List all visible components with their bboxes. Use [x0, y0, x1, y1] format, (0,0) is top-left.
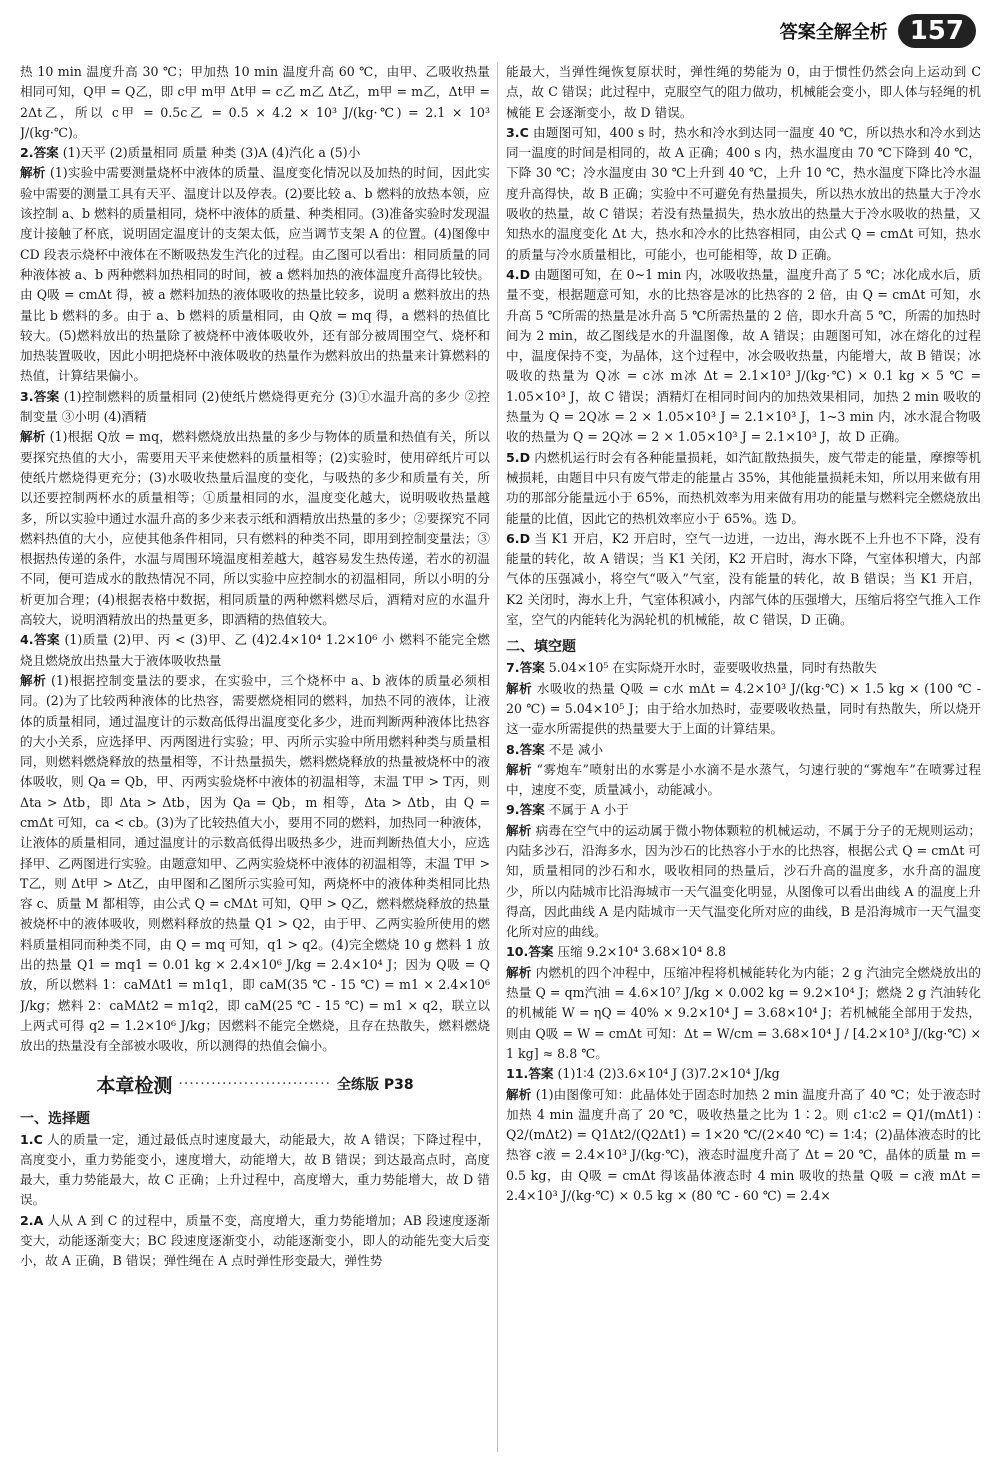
fill-9-analysis: 解析 病毒在空气中的运动属于微小物体颗粒的机械运动，不属于分子的无规则运动；内陆多沙石，沿海多水，因为沙石的比热容小于水的比热容，根据公式 Q = cmΔt 可知，质量相同的沙石和水，吸收相同的热量后，沙石升高的温度多，水升高的温度少，所以内陆城市比沿海城市一天气温变化明显，从图像可以看出曲线 A 的温度上升得高，因此曲线 A 是内陆城市一天气温变化所对应的曲线，B 是沿海城市一天气温变化所对应的曲线。 — [506, 822, 981, 940]
fill-11-answer: 11.答案 (1)1∶4 (2)3.6×10⁴ J (3)7.2×10⁴ J/kg — [506, 1066, 780, 1082]
fill-10-answer: 10.答案 压缩 9.2×10⁴ 3.68×10⁴ 8.8 — [506, 944, 727, 960]
fill-11-analysis: 解析 (1)由图像可知：此晶体处于固态时加热 2 min 温度升高了 40 ℃；处于液态时加热 4 min 温度升高了 20 ℃，吸收热量之比为 1∶2。则 c1∶c2 = Q1/(mΔt1) ∶ Q2/(mΔt2) = Q1Δt2/(Q2Δt1) = 1×20 ℃/(2×40 ℃) = 1∶4；(2)晶体液态时的比热容 c液 = 2.4×10³ J/(kg·℃)，液态时温度升高了 Δt = 20 ℃，晶体的质量 m = 0.5 kg，由 Q吸 = cmΔt 得该晶体液态时 4 min 吸收的热量 Q吸 = c液 mΔt = 2.4×10³ J/(kg·℃) × 0.5 kg × (80 ℃ - 60 ℃) = 2.4× — [506, 1086, 981, 1204]
choice-2-continued: 能最大，当弹性绳恢复原状时，弹性绳的势能为 0，由于惯性仍然会向上运动到 C 点，故 C 错误；此过程中，克服空气的阻力做功，机械能会变小，即人体与轻绳的机械能 E 会逐渐变小，故 D 错误。 — [506, 64, 981, 120]
fill-7-answer: 7.答案 5.04×10⁵ 在实际烧开水时，壶要吸收热量，同时有热散失 — [506, 660, 877, 676]
section-choice-title: 一、选择题 — [20, 1110, 90, 1127]
intro-paragraph: 热 10 min 温度升高 30 ℃；甲加热 10 min 温度升高 60 ℃，由甲、乙吸收热量相同可知，Q甲 = Q乙，即 c甲 m甲 Δt甲 = c乙 m乙 Δt乙，m甲 = m乙，Δt甲 = 2Δt乙，所以 c甲 = 0.5c乙 = 0.5 × 4.2 × 10³ J/(kg·℃) = 2.1 × 10³ J/(kg·℃)。 — [20, 64, 490, 140]
fill-10-analysis: 解析 内燃机的四个冲程中，压缩冲程将机械能转化为内能；2 g 汽油完全燃烧放出的热量 Q = qm汽油 = 4.6×10⁷ J/kg × 0.002 kg = 9.2×10⁴ J；燃烧 2 g 汽油转化的机械能 W = ηQ = 40% × 9.2×10⁴ J = 3.68×10⁴ J；若机械能全部用于发热，则由 Q吸 = W = cmΔt 可知：Δt = W/cm = 3.68×10⁴ J / [4.2×10³ J/(kg·℃) × 1 kg] ≈ 8.8 ℃。 — [506, 964, 981, 1061]
question-4-analysis: 解析 (1)根据控制变量法的要求，在实验中，三个烧杯中 a、b 液体的质量必须相同。(2)为了比较两种液体的比热容，需要燃烧相同的燃料，加热不同的液体，让液体的质量相同，通过温度计的示数高低得出温度变化多少，进而判断两种液体比热容的大小关系，应选择甲、丙两图进行实验；甲、丙所示实验中所用燃料种类与质量相同，则燃料燃烧释放的热量相等，不计热量损失，燃料燃烧释放的热量被烧杯中的液体吸收，则 Qa = Qb，甲、丙两实验烧杯中液体的初温相等，末温 T甲 > T丙，则 Δta > Δtb，即 Δta > Δtb，因为 Qa = Qb，m 相等，Δta > Δtb，由 Q = cmΔt 可知，ca < cb。(3)为了比较热值大小，要用不同的燃料，加热同一种液体，让液体的质量相同，通过温度计的示数高低得出吸热多少，进而判断热值大小，应选择甲、乙两图进行实验。由题意知甲、乙两实验烧杯中液体的初温相等，末温 T甲 > T乙，则 Δt甲 > Δt乙，由甲图和乙图所示实验可知，两烧杯中的液体种类相同比热容 c、质量 M 都相等，由公式 Q = cMΔt 可知，Q甲 > Q乙，燃料燃烧释放的热量被烧杯中的液体吸收，则燃料释放的热量 Q1 > Q2，由于甲、乙两实验所使用的燃料质量相同而种类不同，由 Q = mq 可知，q1 > q2。(4)完全燃烧 10 g 燃料 1 放出的热量 Q1 = mq1 = 0.01 kg × 2.4×10⁶ J/kg = 2.4×10⁴ J；因为 Q吸 = Q放，所以燃料 1：caMΔt1 = m1q1，即 caM(35 ℃ - 15 ℃) = m1 × 2.4×10⁶ J/kg；燃料 2：caMΔt2 = m1q2，即 caM(25 ℃ - 15 ℃) = m1 × q2，联立以上两式可得 q2 = 1.2×10⁶ J/kg；因燃料不能完全燃烧，且存在热散失，燃料燃烧放出的热量没有全部被水吸收，所以测得的热值会偏小。 — [20, 672, 490, 1054]
question-3-analysis: 解析 (1)根据 Q放 = mq，燃料燃烧放出热量的多少与物体的质量和热值有关，所以要探究热值的大小，需要用天平来使燃料的质量相等；(2)实验时，使用碎纸片可以使纸片燃烧得更充分；(3)水吸收热量后温度的变化，与吸热的多少和质量有关，所以还要控制两杯水的质量相等；①质量相同的水，温度变化越大，说明吸收热量越多，所以实验中通过水温升高的多少来表示纸和酒精放出热量的多少；②要探究不同燃料热值的大小，应使其他条件相同，只有燃料的种类不同，即用到控制变量法；③根据热传递的条件，水温与周围环境温度相差越大，越容易发生热传递，若水的初温不同，便可造成水的散热情况不同，所以实验中应控制水的初温相同，所以小明的分析更加合理；(4)根据表格中数据，相同质量的两种燃料燃尽后，酒精对应的水温升高较大，说明酒精放出的热量更多，即酒精的热值较大。 — [20, 429, 490, 628]
header-title: 答案全解全析 — [779, 22, 888, 43]
chapter-page-ref: 全练版 P38 — [337, 1077, 414, 1094]
choice-4: 4.D 由题图可知，在 0~1 min 内，冰吸收热量，温度升高了 5 ℃；冰化成水后，质量不变，根据题意可知，水的比热容是冰的比热容的 2 倍，由 Q = cmΔt 可知，水升高 5 ℃所需的热量是冰升高 5 ℃所需热量的 2 倍，即水升高 5 ℃，所需的加热时间为 2 min，故乙图线是水的升温图像，故 A 错误；由题图可知，冰在熔化的过程中，温度保持不变，为晶体，这个过程中，冰会吸收热量，内能增大，故 B 错误；冰吸收的热量为 Q冰 = c冰 m冰 Δt = 2.1×10³ J/(kg·℃) × 0.1 kg × 5 ℃ = 1.05×10³ J，故 C 错误；酒精灯在相同时间内的加热效果相同，加热 2 min 吸收的热量为 Q = 2Q冰 = 2 × 1.05×10³ J = 2.1×10³ J，1~3 min 内，冰水混合物吸收的热量为 Q = 2Q冰 = 2 × 1.05×10³ J = 2.1×10³ J，故 D 正确。 — [506, 266, 981, 445]
fill-8-analysis: 解析 “雾炮车”喷射出的水雾是小水滴不是水蒸气，匀速行驶的“雾炮车”在喷雾过程中，速度不变，质量减小，动能减小。 — [506, 761, 981, 798]
chapter-dots: ···························· — [178, 1076, 331, 1093]
page-header — [780, 6, 976, 56]
chapter-heading — [20, 1071, 490, 1098]
section-fill-title: 二、填空题 — [506, 639, 576, 656]
fill-8-answer: 8.答案 不是 减小 — [506, 741, 604, 757]
question-4-answer: 4.答案 (1)质量 (2)甲、丙 < (3)甲、乙 (4)2.4×10⁴ 1.2×10⁶ 小 燃料不能完全燃烧且燃烧放出热量大于液体吸收热量 — [20, 632, 490, 668]
choice-6: 6.D 当 K1 开启，K2 开启时，空气一边进，一边出，海水既不上升也不下降，没有能量的转化，故 A 错误；当 K1 关闭，K2 开启时，海水下降，气室体积增大，内部气体的压强减小，将空气“吸入”气室，没有能量的转化，故 B 错误；当 K1 开启，K2 关闭时，海水上升，气室体积减小，内部气体的压强增大，压缩后将空气推入工作室，空气的内能转化为涡轮机的机械能，故 C 错误，D 正确。 — [506, 530, 981, 628]
choice-1: 1.C 人的质量一定，通过最低点时速度最大，动能最大，故 A 错误；下降过程中，高度变小，重力势能变小，速度增大，动能增大，故 B 错误；到达最高点时，高度最大，重力势能最大，故 C 正确；上升过程中，高度增大，重力势能增大，故 D 错误。 — [20, 1131, 490, 1208]
column-divider — [497, 62, 498, 1452]
question-2-analysis: 解析 (1)实验中需要测量烧杯中液体的质量、温度变化情况以及加热的时间，因此实验中需要的测量工具有天平、温度计以及停表。(2)要比较 a、b 燃料的放热本领，应该控制 a、b 燃料的质量相同，烧杯中液体的质量、种类相同。(3)准备实验时发现温度计接触了杯底，说明固定温度计的支架太低，应当调节支架 A 的位置。(4)图像中 CD 段表示烧杯中液体在不断吸热发生汽化的过程。由乙图可以看出：相同质量的同种液体被 a、b 两种燃料加热相同的时间，被 a 燃料加热的液体温度升高得比较快。由 Q吸 = cmΔt 得，被 a 燃料加热的液体吸收的热量比较多，说明 a 燃料放出的热量比 b 燃料的多。由于 a、b 燃料的质量相同，由 Q放 = mq 得，a 燃料的热值比较大。(5)燃料放出的热量除了被烧杯中液体吸收外，还有部分被周围空气、烧杯和加热装置吸收，因此小明把烧杯中液体吸收的热量作为燃料放出的热量来计算燃料的热值，计算结果偏小。 — [20, 165, 490, 384]
choice-2: 2.A 人从 A 到 C 的过程中，质量不变，高度增大，重力势能增加；AB 段速度逐渐变大，动能逐渐变大；BC 段速度逐渐变小，动能逐渐变小，即人的动能先变大后变小，故 A 正确，B 错误；弹性绳在 A 点时弹性形变最大，弹性势 — [20, 1212, 490, 1269]
fill-9-answer: 9.答案 不属于 A 小于 — [506, 802, 629, 818]
question-3-answer: 3.答案 (1)控制燃料的质量相同 (2)使纸片燃烧得更充分 (3)①水温升高的多少 ②控制变量 ③小明 (4)酒精 — [20, 388, 490, 425]
left-column — [20, 62, 490, 1457]
question-2-answer: 2.答案 (1)天平 (2)质量相同 质量 种类 (3)A (4)汽化 a (5)小 — [20, 145, 361, 161]
choice-5: 5.D 内燃机运行时会有各种能量损耗，如汽缸散热损失，废气带走的能量，摩擦等机械损耗，由题目中只有废气带走的能量占 35%，其他能量损耗未知，所以用来做有用功的那部分能量远小于 65%，而热机效率为用来做有用功的能量与燃料完全燃烧放出能量的比值，因此它的热机效率应小于 65%。选 D。 — [506, 449, 981, 526]
choice-3: 3.C 由题图可知，400 s 时，热水和冷水到达同一温度 40 ℃，所以热水和冷水到达同一温度的时间是相同的，故 A 正确；400 s 内，热水温度由 70 ℃下降到 40 ℃，下降 30 ℃；冷水温度由 30 ℃上升到 40 ℃，上升 10 ℃，热水温度下降比冷水温度升高得快，故 B 正确；实验中不可避免有热量损失，所以热水放出的热量大于冷水吸收的热量，故 C 错误；若没有热量损失，热水放出的热量大于冷水吸收的热量，又知热水的温度变化 Δt 大，热水和冷水的比热容相同，由公式 Q = cmΔt 可知，热水的质量与冷水质量相比，可能小，也可能相等，故 D 正确。 — [506, 124, 981, 262]
right-column — [506, 62, 981, 1457]
chapter-title: 本章检测 — [96, 1074, 173, 1097]
fill-7-analysis: 解析 水吸收的热量 Q吸 = c水 mΔt = 4.2×10³ J/(kg·℃) × 1.5 kg × (100 ℃ - 20 ℃) = 5.04×10⁵ J；由于给水加热时，壶要吸收热量，同时有热散失，所以烧开这一壶水所需提供的热量要大于上面的计算结果。 — [506, 680, 981, 737]
page-number: 157 — [898, 14, 976, 48]
